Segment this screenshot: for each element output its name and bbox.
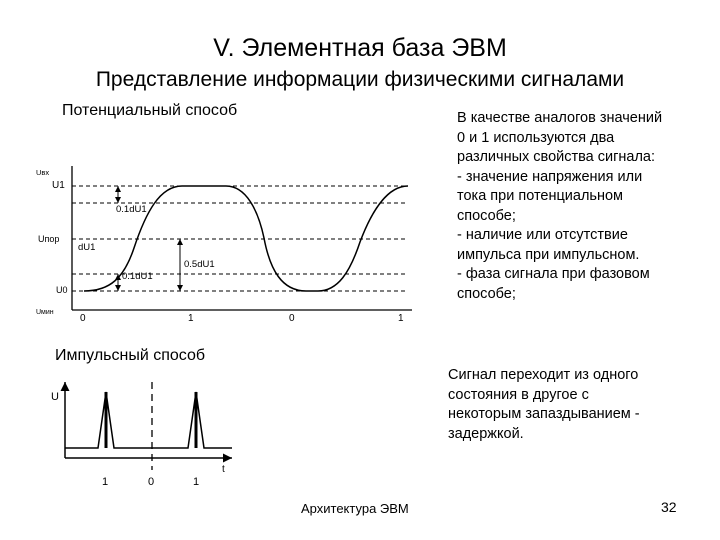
description-line: различных свойства сигнала: — [457, 149, 656, 165]
impulse-bit-label: 1 — [193, 476, 200, 488]
u1-label: U1 — [52, 180, 65, 191]
description-line: 0 и 1 используются два — [457, 129, 615, 146]
mid-label: 0.5dU1 — [184, 259, 215, 270]
footer-course: Архитектура ЭВМ — [301, 501, 409, 516]
upor-label: Uпор — [38, 234, 60, 244]
description-line: способе; — [457, 285, 516, 302]
description-line: импульса при импульсном. — [457, 246, 640, 263]
impulse-diagram — [51, 382, 232, 488]
bit-label: 0 — [80, 313, 86, 324]
description-line: способе; — [457, 207, 516, 224]
potential-heading: Потенциальный способ — [62, 102, 238, 119]
du1-label: dU1 — [78, 242, 96, 253]
d1-label: 0.1dU1 — [116, 204, 147, 215]
description-line: задержкой. — [448, 425, 524, 442]
umin-label: Uмин — [36, 309, 54, 316]
impulse-signal — [65, 392, 232, 448]
page-number: 32 — [661, 499, 677, 515]
impulse-description — [448, 366, 698, 444]
impulse-bit-label: 0 — [148, 476, 155, 488]
description-line: состояния в другое с — [448, 386, 589, 403]
description-line: тока при потенциальном — [457, 188, 624, 204]
bit-label: 0 — [289, 313, 295, 324]
slide-title: V. Элементная база ЭВМ — [213, 34, 507, 62]
d0-label: 0.1dU1 — [122, 271, 153, 282]
description-line: Сигнал переходит из одного — [448, 367, 639, 383]
description-line: - значение напряжения или — [457, 168, 643, 185]
description-line: - наличие или отсутствие — [457, 227, 628, 243]
description-line: В качестве аналогов значений — [457, 110, 663, 126]
description-line: - фаза сигнала при фазовом — [457, 266, 650, 282]
bit-label: 1 — [188, 313, 194, 324]
impulse-t-label: t — [222, 464, 225, 475]
u0-label: U0 — [56, 285, 68, 295]
bit-label: 1 — [398, 313, 404, 324]
uvx-label: Uвх — [36, 168, 50, 177]
impulse-bit-label: 1 — [102, 476, 109, 488]
impulse-u-label: U — [51, 391, 59, 403]
slide-subtitle: Представление информации физическими сигналами — [95, 68, 625, 91]
impulse-heading: Импульсный способ — [55, 347, 206, 364]
description-line: некоторым запаздыванием - — [448, 406, 640, 422]
